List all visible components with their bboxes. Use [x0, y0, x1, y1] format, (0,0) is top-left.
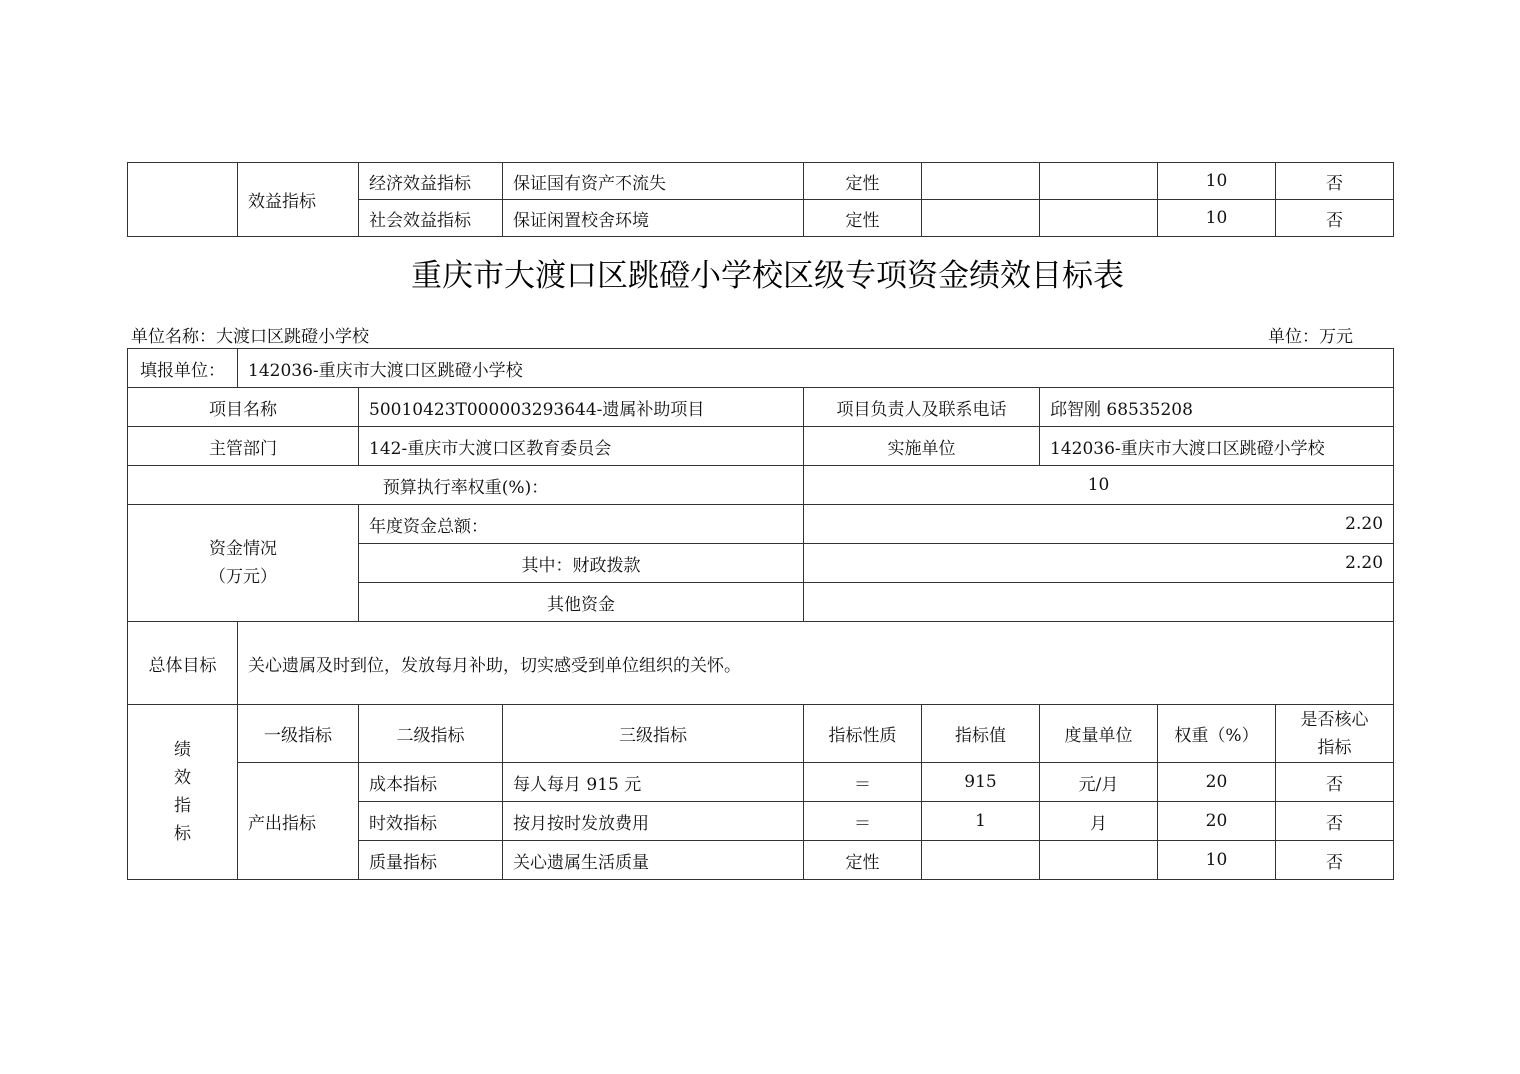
side-char: 指 [174, 796, 191, 816]
fiscal-funds-value: 2.20 [804, 544, 1394, 583]
weight-cell: 10 [1158, 163, 1276, 200]
header-core-line2: 指标 [1317, 737, 1352, 758]
funds-label-line1: 资金情况 [209, 539, 277, 559]
header-weight: 权重（%） [1158, 705, 1276, 763]
table-row [128, 427, 1394, 466]
table-row [128, 163, 1394, 200]
weight-cell: 10 [1158, 200, 1276, 237]
overall-goal-label: 总体目标 [128, 622, 238, 705]
other-funds-label: 其他资金 [359, 583, 804, 622]
weight-cell: 20 [1158, 763, 1276, 802]
unit-cell [1040, 163, 1158, 200]
unit-cell [1040, 200, 1158, 237]
side-char: 标 [174, 824, 191, 844]
impl-unit-value: 142036-重庆市大渡口区跳磴小学校 [1040, 427, 1394, 466]
unit-cell [1040, 841, 1158, 880]
dept-value: 142-重庆市大渡口区教育委员会 [359, 427, 804, 466]
level3-cell: 保证国有资产不流失 [503, 163, 804, 200]
core-cell: 否 [1276, 841, 1394, 880]
weight-cell: 20 [1158, 802, 1276, 841]
header-nature: 指标性质 [804, 705, 922, 763]
header-core [1276, 705, 1394, 763]
header-value: 指标值 [922, 705, 1040, 763]
unit-name-label: 单位名称：大渡口区跳磴小学校 [131, 327, 369, 347]
core-cell: 否 [1276, 163, 1394, 200]
core-cell: 否 [1276, 802, 1394, 841]
level1-cell: 效益指标 [238, 163, 359, 237]
other-funds-value [804, 583, 1394, 622]
level3-cell: 保证闲置校舍环境 [503, 200, 804, 237]
contact-label: 项目负责人及联系电话 [804, 388, 1040, 427]
budget-weight-value: 10 [804, 466, 1394, 505]
indicator-side-label [128, 705, 238, 880]
level2-cell: 成本指标 [359, 763, 503, 802]
nature-cell: ＝ [804, 802, 922, 841]
unit-cell: 元/月 [1040, 763, 1158, 802]
side-char: 绩 [174, 740, 191, 760]
table-row [128, 763, 1394, 802]
currency-unit-label: 单位：万元 [1268, 327, 1353, 347]
overall-goal-value: 关心遗属及时到位，发放每月补助，切实感受到单位组织的关怀。 [238, 622, 1394, 705]
funds-label-line2: （万元） [209, 567, 277, 587]
nature-cell: 定性 [804, 163, 922, 200]
empty-cell [128, 163, 238, 237]
table-row [128, 466, 1394, 505]
table-row [128, 349, 1394, 388]
header-unit: 度量单位 [1040, 705, 1158, 763]
value-cell [922, 163, 1040, 200]
level3-cell: 按月按时发放费用 [503, 802, 804, 841]
project-name-label: 项目名称 [128, 388, 359, 427]
nature-cell: 定性 [804, 841, 922, 880]
budget-weight-label: 预算执行率权重(%)： [128, 466, 804, 505]
header-level1: 一级指标 [238, 705, 359, 763]
value-cell: 915 [922, 763, 1040, 802]
level2-cell: 社会效益指标 [359, 200, 503, 237]
table-row [128, 505, 1394, 544]
level1-cell: 产出指标 [238, 763, 359, 880]
value-cell [922, 200, 1040, 237]
side-char: 效 [174, 768, 191, 788]
level3-cell: 每人每月 915 元 [503, 763, 804, 802]
header-level3: 三级指标 [503, 705, 804, 763]
header-level2: 二级指标 [359, 705, 503, 763]
project-name-value: 50010423T000003293644-遗属补助项目 [359, 388, 804, 427]
core-cell: 否 [1276, 763, 1394, 802]
previous-page-table [127, 162, 1394, 237]
level2-cell: 质量指标 [359, 841, 503, 880]
contact-value: 邱智刚 68535208 [1040, 388, 1394, 427]
unit-cell: 月 [1040, 802, 1158, 841]
annual-total-value: 2.20 [804, 505, 1394, 544]
table-row [128, 388, 1394, 427]
table-header-row [128, 705, 1394, 763]
value-cell: 1 [922, 802, 1040, 841]
nature-cell: ＝ [804, 763, 922, 802]
page-title: 重庆市大渡口区跳磴小学校区级专项资金绩效目标表 [411, 258, 1124, 294]
dept-label: 主管部门 [128, 427, 359, 466]
annual-total-label: 年度资金总额： [359, 505, 804, 544]
level3-cell: 关心遗属生活质量 [503, 841, 804, 880]
nature-cell: 定性 [804, 200, 922, 237]
fill-unit-value: 142036-重庆市大渡口区跳磴小学校 [238, 349, 1394, 388]
table-row [128, 622, 1394, 705]
funds-label [128, 505, 359, 622]
value-cell [922, 841, 1040, 880]
level2-cell: 经济效益指标 [359, 163, 503, 200]
level2-cell: 时效指标 [359, 802, 503, 841]
weight-cell: 10 [1158, 841, 1276, 880]
fiscal-funds-label: 其中：财政拨款 [359, 544, 804, 583]
impl-unit-label: 实施单位 [804, 427, 1040, 466]
core-cell: 否 [1276, 200, 1394, 237]
header-core-line1: 是否核心 [1300, 709, 1369, 730]
performance-target-table [127, 348, 1394, 880]
fill-unit-label: 填报单位： [128, 349, 238, 388]
